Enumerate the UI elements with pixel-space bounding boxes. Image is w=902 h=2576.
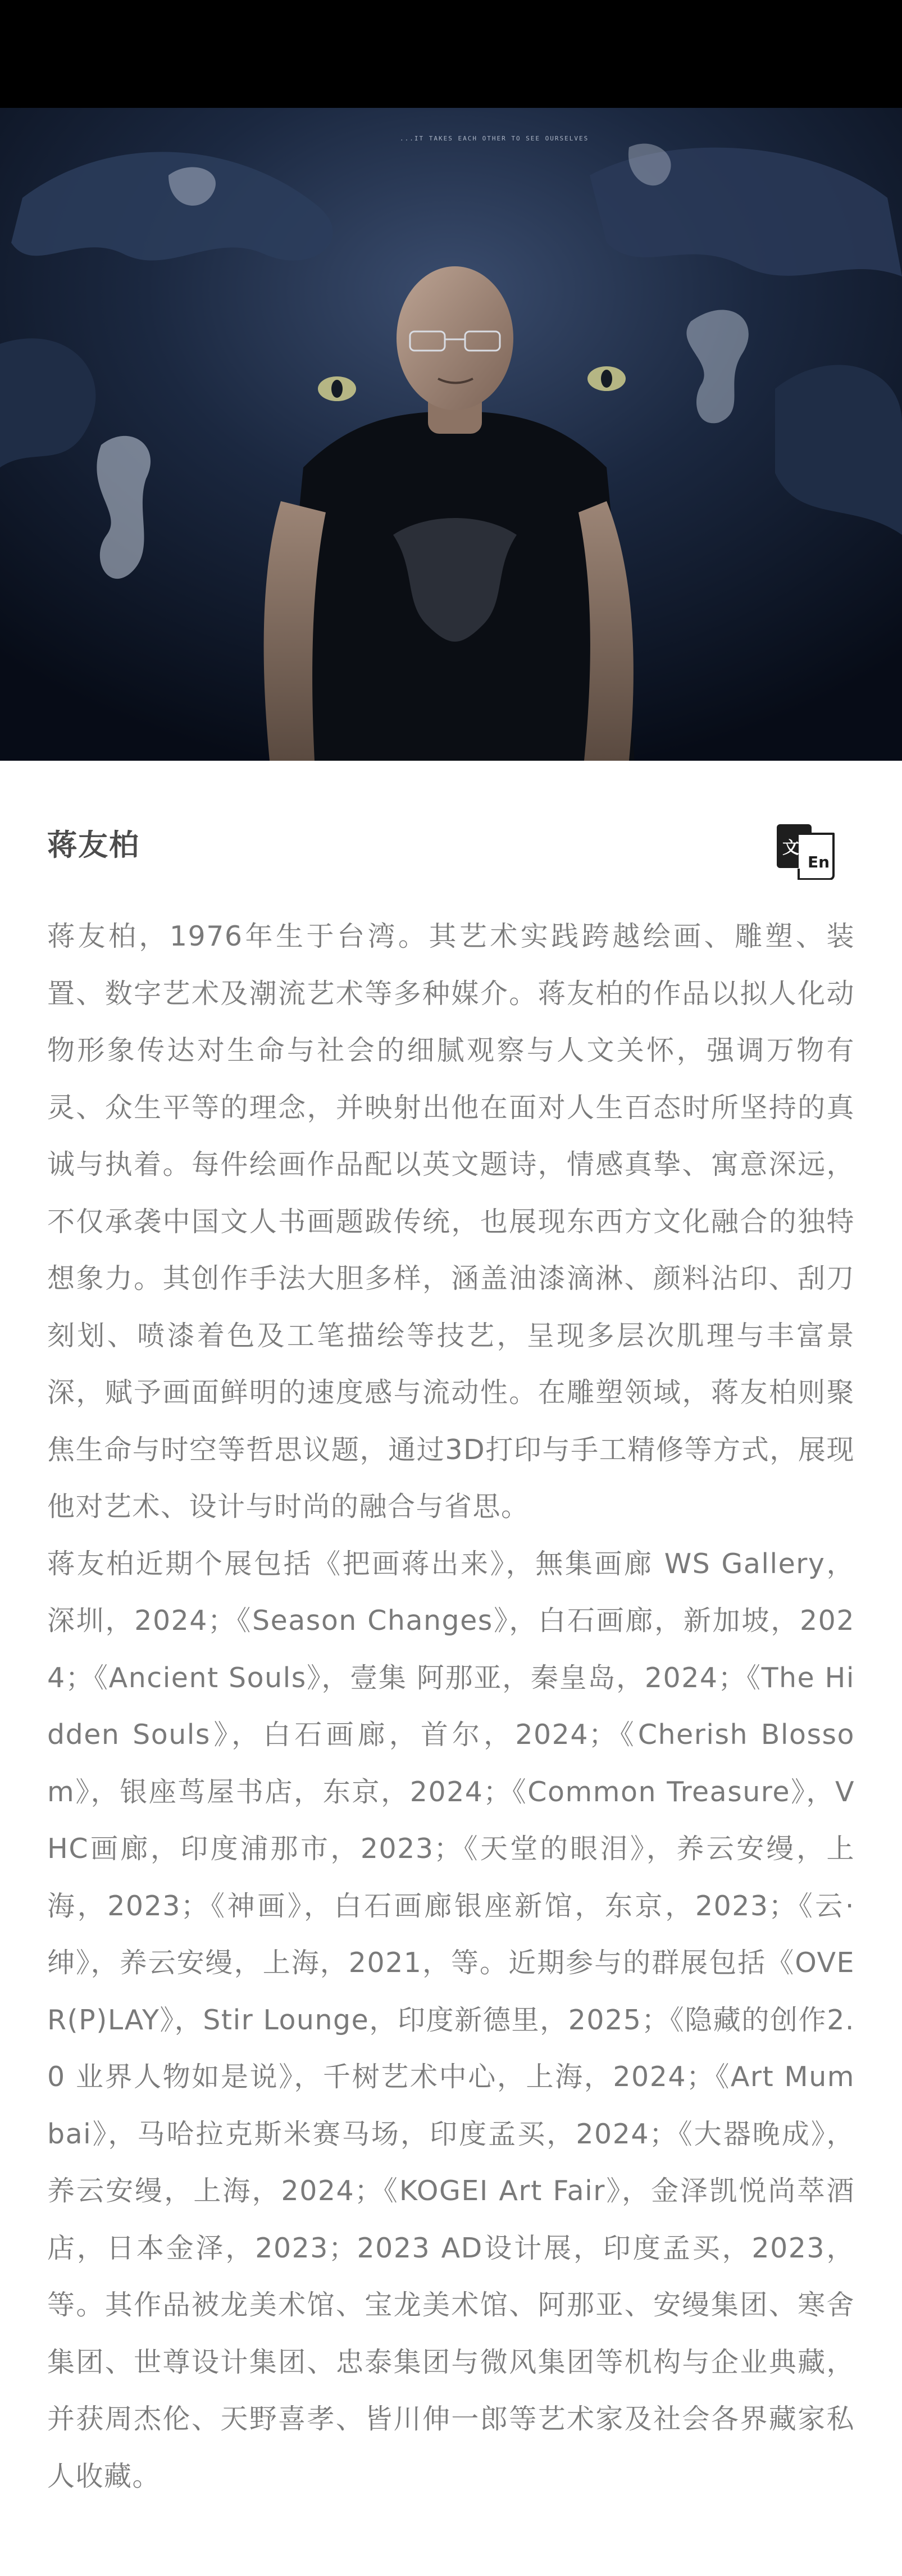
translate-icon bbox=[776, 824, 836, 880]
title-row bbox=[47, 761, 855, 871]
bio-paragraph-exhibitions: 蒋友柏近期个展包括《把画蒋出来》，無集画廊 WS Gallery，深圳，2024；《Season Changes》，白石画廊，新加坡，2024；《Ancient Souls》，壹集 阿那亚，秦皇岛，2024；《The Hidden Souls》，白石画廊，首尔，2024；《Cherish Blossom》，银座茑屋书店，东京，2024；《Common Treasure》，VHC画廊，印度浦那市，2023；《天堂的眼泪》，养云安缦，上海，2023；《神画》，白石画廊银座新馆，东京，2023；《云·绅》，养云安缦，上海，2021，等。近期参与的群展包括《OVER(P)LAY》，Stir Lounge，印度新德里，2025；《隐藏的创作2.0 业界人物如是说》，千树艺术中心，上海，2024；《Art Mumbai》，马哈拉克斯米赛马场，印度孟买，2024；《大器晚成》，养云安缦，上海，2024；《KOGEI Art Fair》，金泽凯悦尚萃酒店，日本金泽，2023；2023 AD设计展，印度孟买，2023，等。其作品被龙美术馆、宝龙美术馆、阿那亚、安缦集团、寒舍集团、世尊设计集团、忠泰集团与微风集团等机构与企业典藏，并获周杰伦、天野喜孝、皆川伸一郎等艺术家及社会各界藏家私人收藏。 bbox=[47, 1547, 855, 2492]
translate-icon-en-glyph: En bbox=[808, 853, 830, 871]
artist-profile bbox=[47, 761, 855, 2492]
top-bar bbox=[0, 0, 902, 108]
artist-portrait bbox=[0, 108, 902, 761]
wall-caption: ...IT TAKES EACH OTHER TO SEE OURSELVES bbox=[400, 135, 589, 142]
page-title: 蒋友柏 bbox=[47, 828, 140, 862]
bio-paragraph-intro: 蒋友柏，1976年生于台湾。其艺术实践跨越绘画、雕塑、装置、数字艺术及潮流艺术等多种媒介。蒋友柏的作品以拟人化动物形象传达对生命与社会的细腻观察与人文关怀，强调万物有灵、众生平等的理念，并映射出他在面对人生百态时所坚持的真诚与执着。每件绘画作品配以英文题诗，情感真挚、寓意深远，不仅承袭中国文人书画题跋传统，也展现东西方文化融合的独特想象力。其创作手法大胆多样，涵盖油漆滴淋、颜料沾印、刮刀刻划、喷漆着色及工笔描绘等技艺，呈现多层次肌理与丰富景深，赋予画面鲜明的速度感与流动性。在雕塑领域，蒋友柏则聚焦生命与时空等哲思议题，通过3D打印与手工精修等方式，展现他对艺术、设计与时尚的融合与省思。 bbox=[47, 920, 855, 1523]
artist-bio bbox=[47, 908, 855, 2505]
language-toggle-button[interactable] bbox=[776, 824, 836, 880]
translate-icon-zh-glyph: 文 bbox=[782, 838, 799, 858]
